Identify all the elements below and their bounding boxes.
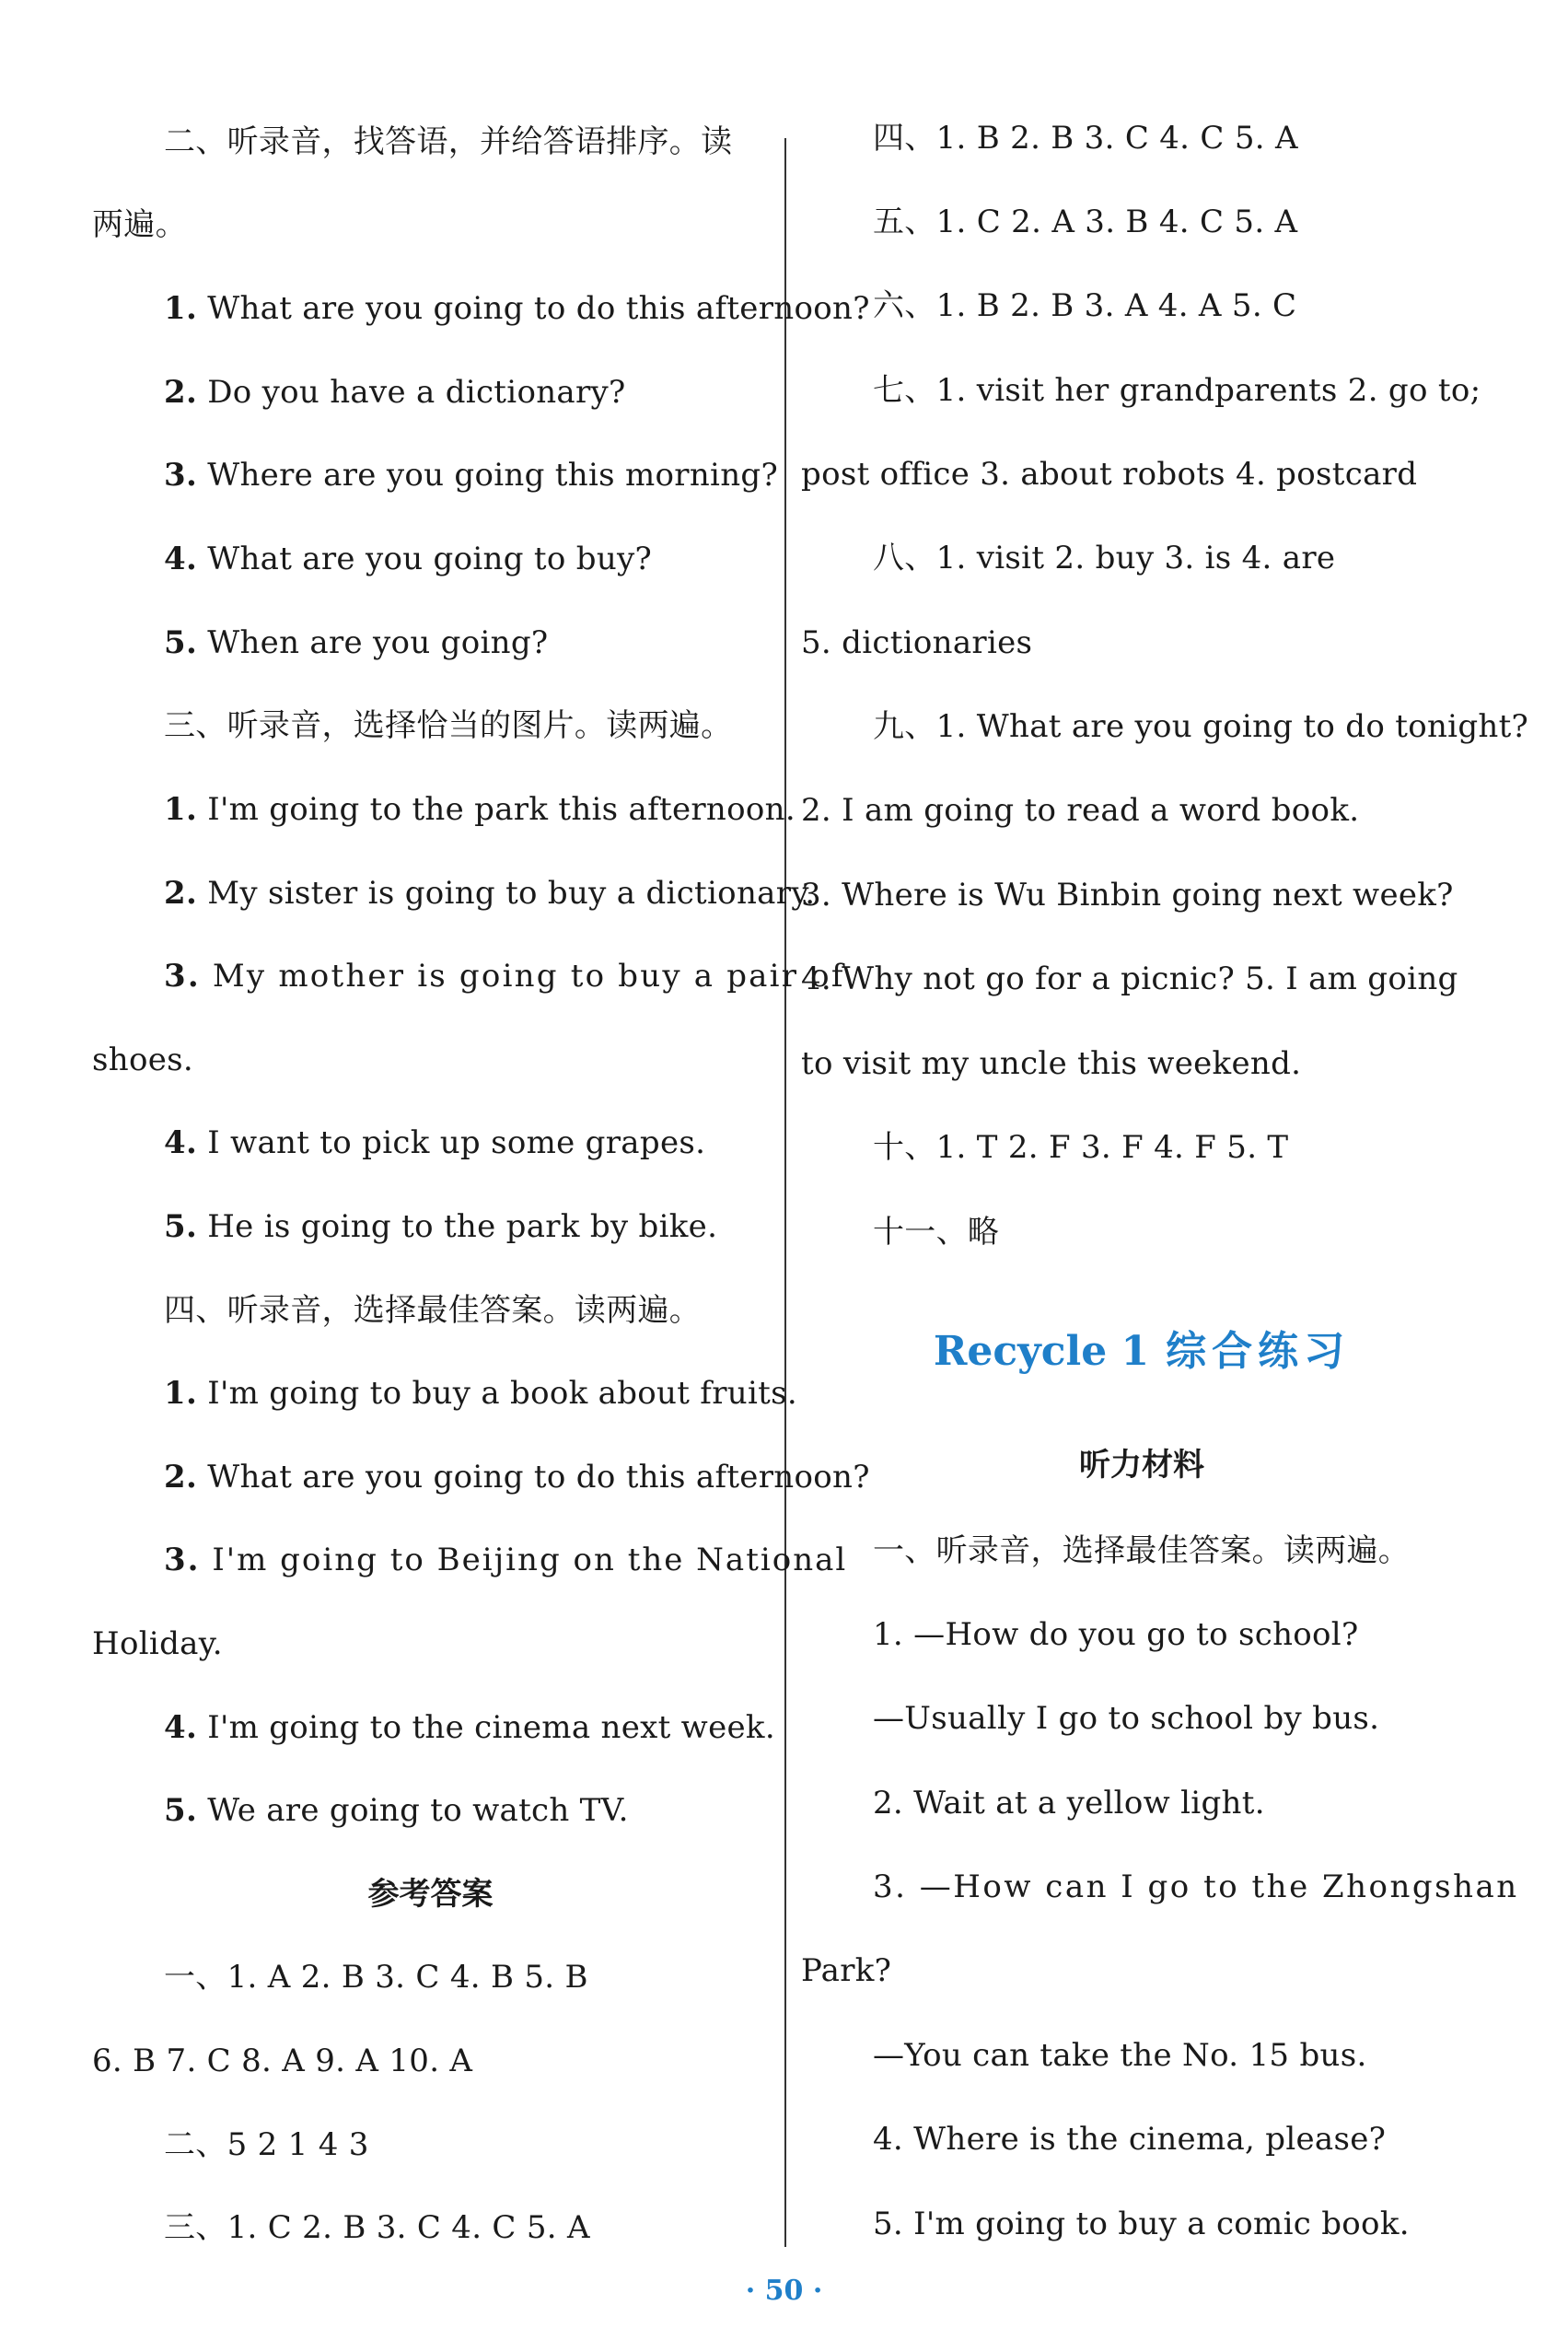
list-item: —You can take the No. 15 bus. (873, 2037, 1367, 2074)
answer-line: 五、1. C 2. A 3. B 4. C 5. A (873, 204, 1298, 240)
answer-heading: 参考答案 (367, 1876, 494, 1913)
list-item: 2. Wait at a yellow light. (873, 1785, 1265, 1822)
list-item-cont: Park? (801, 1952, 892, 1989)
answer-line: 3. Where is Wu Binbin going next week? (801, 877, 1454, 914)
list-item-cont: Holiday. (92, 1625, 223, 1662)
answer-line: 四、1. B 2. B 3. C 4. C 5. A (873, 120, 1298, 157)
answer-line: 十一、略 (873, 1214, 1000, 1251)
list-item-cont: shoes. (92, 1042, 193, 1078)
list-item: —Usually I go to school by bus. (873, 1700, 1380, 1737)
recycle-title-en: Recycle 1 (933, 1328, 1150, 1375)
answer-line: 十、1. T 2. F 3. F 4. F 5. T (873, 1129, 1289, 1166)
list-item: 1. I'm going to buy a book about fruits. (164, 1375, 797, 1412)
list-item: 3. My mother is going to buy a pair of (164, 958, 845, 995)
list-item: 3. Where are you going this morning? (164, 457, 778, 494)
answer-line: 六、1. B 2. B 3. A 4. A 5. C (873, 287, 1297, 324)
list-item: 4. What are you going to buy? (164, 541, 653, 577)
recycle-title-cn: 综合练习 (1166, 1328, 1351, 1375)
listening-heading: 听力材料 (1079, 1447, 1204, 1484)
list-item: 2. What are you going to do this afternoon? (164, 1459, 870, 1496)
answer-line: 5. dictionaries (801, 624, 1033, 661)
list-item: 1. I'm going to the park this afternoon. (164, 791, 796, 828)
answer-line: 八、1. visit 2. buy 3. is 4. are (873, 540, 1336, 576)
answer-line: 九、1. What are you going to do tonight? (873, 708, 1529, 745)
column-divider (784, 138, 786, 2247)
section-2-title: 二、听录音，找答语，并给答语排序。读 (164, 123, 733, 160)
list-item: 4. Where is the cinema, please? (873, 2121, 1387, 2158)
list-item: 5. When are you going? (164, 624, 549, 661)
list-item: 2. Do you have a dictionary? (164, 374, 626, 411)
page-number: · 50 · (745, 2275, 823, 2307)
answer-line: 4. Why not go for a picnic? 5. I am going (801, 960, 1458, 997)
list-item: 1. —How do you go to school? (873, 1616, 1359, 1653)
answer-line: 2. I am going to read a word book. (801, 792, 1360, 829)
answer-line: post office 3. about robots 4. postcard (801, 456, 1418, 493)
listening-section-title: 一、听录音，选择最佳答案。读两遍。 (873, 1532, 1411, 1569)
list-item: 5. He is going to the park by bike. (164, 1208, 718, 1245)
answer-line: 三、1. C 2. B 3. C 4. C 5. A (164, 2209, 590, 2246)
list-item: 3. I'm going to Beijing on the National (164, 1542, 848, 1578)
list-item: 2. My sister is going to buy a dictionary. (164, 875, 816, 912)
section-2-title-cont: 两遍。 (92, 206, 187, 243)
answer-line: 七、1. visit her grandparents 2. go to; (873, 372, 1481, 409)
list-item: 1. What are you going to do this afternoon? (164, 290, 870, 327)
list-item: 4. I'm going to the cinema next week. (164, 1709, 775, 1746)
answer-line: to visit my uncle this weekend. (801, 1045, 1302, 1082)
answer-line: 一、1. A 2. B 3. C 4. B 5. B (164, 1959, 588, 1996)
answer-line: 6. B 7. C 8. A 9. A 10. A (92, 2043, 473, 2079)
list-item: 5. We are going to watch TV. (164, 1792, 629, 1829)
list-item: 5. I'm going to buy a comic book. (873, 2206, 1410, 2242)
answer-line: 二、5 2 1 4 3 (164, 2126, 369, 2163)
section-4-title: 四、听录音，选择最佳答案。读两遍。 (164, 1292, 702, 1329)
list-item: 4. I want to pick up some grapes. (164, 1124, 706, 1161)
recycle-title (801, 1326, 1482, 1378)
section-3-title: 三、听录音，选择恰当的图片。读两遍。 (164, 707, 733, 744)
list-item: 3. —How can I go to the Zhongshan (873, 1868, 1519, 1905)
